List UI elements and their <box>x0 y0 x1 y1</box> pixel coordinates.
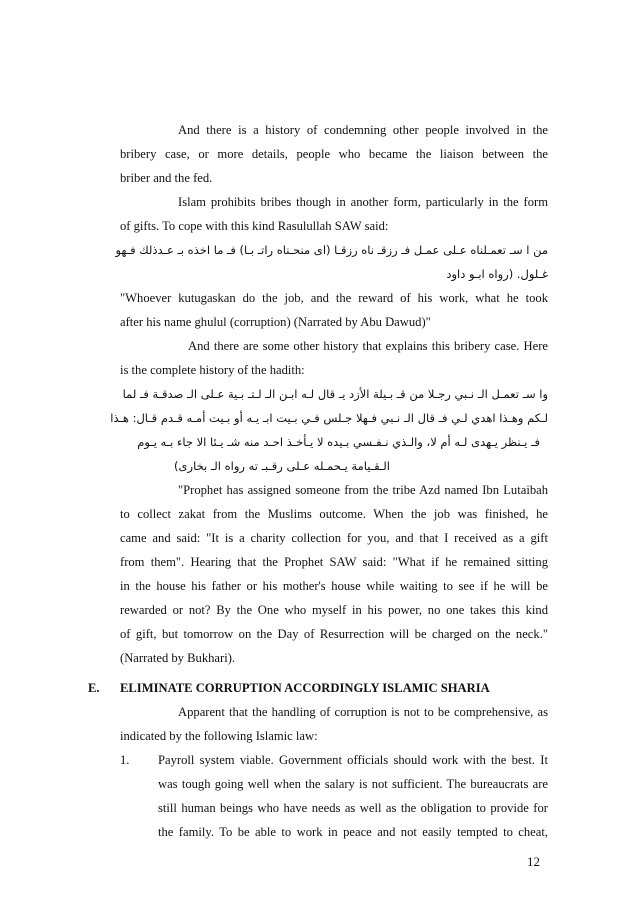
list-item-line: was tough going well when the salary is not sufficient. The bureaucrats are <box>158 777 548 791</box>
text-line: (Narrated by Bukhari). <box>120 651 236 665</box>
text-line: of gift, but tomorrow on the Day of Resurrection will be charged on the neck." <box>120 627 548 641</box>
text-line: "Whoever kutugaskan do the job, and the reward of his work, what he took <box>120 291 548 305</box>
arabic-hadith-line: الـقـيامة يـحمـله عـلى رقـبـ ته رواه الـ بخارى) <box>174 459 390 473</box>
section-letter: E. <box>88 681 100 695</box>
text-line: Islam prohibits bribes though in another form, particularly in the form <box>178 195 548 209</box>
list-item-line: Payroll system viable. Government officials should work with the best. It <box>158 753 548 767</box>
text-line: after his name ghulul (corruption) (Narrated by Abu Dawud)" <box>120 315 431 329</box>
text-line: to collect zakat from the Muslims outcome. When the job was finished, he <box>120 507 548 521</box>
text-line: indicated by the following Islamic law: <box>120 729 318 743</box>
text-line: briber and the fed. <box>120 171 213 185</box>
text-line: of gifts. To cope with this kind Rasulullah SAW said: <box>120 219 389 233</box>
text-line: And there are some other history that explains this bribery case. Here <box>188 339 548 353</box>
arabic-hadith-line: فـ يـنظر يـهدى لـه أم لا، والـذي نـفـسي بـيده لا يـأخـذ احـد منه شـ يـئا الا جاء بـه يـوم <box>137 435 540 449</box>
text-line: Apparent that the handling of corruption is not to be comprehensive, as <box>178 705 548 719</box>
list-item-line: still human beings who have needs as well as the obligation to provide for <box>158 801 548 815</box>
list-item-number: 1. <box>120 753 130 767</box>
text-line: came and said: "It is a charity collection for you, and that I received as a gift <box>120 531 548 545</box>
text-line: from them". Hearing that the Prophet SAW said: "What if he remained sitting <box>120 555 548 569</box>
text-line: "Prophet has assigned someone from the tribe Azd named Ibn Lutaibah <box>178 483 548 497</box>
text-line: bribery case, or more details, people who became the liaison between the <box>120 147 548 161</box>
page-number: 12 <box>527 854 540 869</box>
section-heading: ELIMINATE CORRUPTION ACCORDINGLY ISLAMIC SHARIA <box>120 681 490 695</box>
text-line: is the complete history of the hadith: <box>120 363 305 377</box>
arabic-hadith-line: وا سـ تعمـل الـ نـبي رجـلا من قـ بـيلة الأزد يـ قال لـه ابـن الـ لـتـ بـية عـلى الـ صدقـة فـ لما <box>122 387 548 401</box>
arabic-hadith-line: من ا سـ تعمـلناه عـلى عمـل فـ رزقـ ناه رزقـا (اى منحـناه راتـ بـا) فـ ما اخذه بـ عـدذلك فـهو <box>115 243 548 257</box>
arabic-hadith-line: غـلول. (رواه ابـو داود <box>446 267 548 281</box>
text-line: And there is a history of condemning other people involved in the <box>178 123 548 137</box>
text-line: in the house his father or his mother's house while waiting to see if he will be <box>120 579 548 593</box>
text-line: rewarded or not? By the One who myself in his power, no one takes this kind <box>120 603 548 617</box>
arabic-hadith-line: لـكم وهـذا اهدي لـي فـ قال الـ نـبي فـهلا جـلس فـي بـيت ابـ يـه أو بـيت أمـه قـدم قـال: هـذا <box>110 411 548 425</box>
list-item-line: the family. To be able to work in peace and not easily tempted to cheat, <box>158 825 548 839</box>
